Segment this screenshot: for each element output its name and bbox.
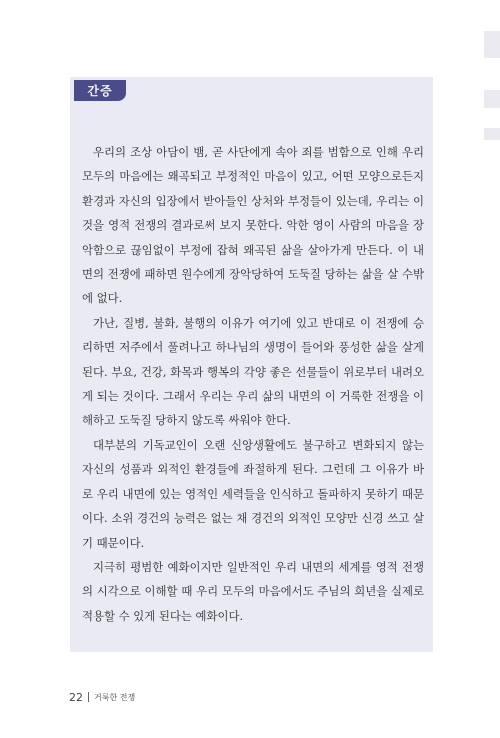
adjacent-page-edge — [484, 31, 500, 58]
body-text — [82, 140, 424, 628]
section-badge: 간증 — [74, 80, 126, 101]
running-title: 거룩한 전쟁 — [94, 692, 136, 702]
paragraph: 우리의 조상 아담이 뱀, 곧 사단에게 속아 죄를 범함으로 인해 우리 모두의 마음에는 왜곡되고 부정적인 마음이 있고, 어떤 모양으로든지 환경과 자신의 입장에서 받아들인 상처와 부정들이 있는데, 우리는 이것을 영적 전쟁의 결과로써 보지 못한다. 악한 영이 사람의 마음을 장악함으로 끊임없이 부정에 잡혀 왜곡된 삶을 살아가게 만든다. 이 내면의 전쟁에 패하면 원수에게 장악당하여 도둑질 당하는 삶을 살 수밖에 없다. — [82, 145, 424, 306]
adjacent-page-edge — [484, 128, 500, 140]
paragraph: 대부분의 기독교인이 오랜 신앙생활에도 불구하고 변화되지 않는 자신의 성품과 외적인 환경들에 좌절하게 된다. 그런데 그 이유가 바로 우리 내면에 있는 영적인 세력들을 인식하고 돌파하지 못하기 때문이다. 소위 경건의 능력은 없는 채 경건의 외적인 모양만 신경 쓰고 살기 때문이다. — [82, 437, 424, 550]
footer-divider — [88, 692, 89, 702]
adjacent-page-edge — [484, 90, 500, 108]
paragraph: 가난, 질병, 불화, 불행의 이유가 여기에 있고 반대로 이 전쟁에 승리하면 저주에서 풀려나고 하나님의 생명이 들어와 풍성한 삶을 살게 된다. 부요, 건강, 화목과 행복의 각양 좋은 선물들이 위로부터 내려오게 되는 것이다. 그래서 우리는 우리 삶의 내면의 이 거룩한 전쟁을 이해하고 도둑질 당하지 않도록 싸워야 한다. — [82, 315, 424, 428]
page-number: 22 — [69, 690, 83, 704]
page-footer — [69, 690, 135, 704]
paragraph: 지극히 평범한 예화이지만 일반적인 우리 내면의 세계를 영적 전쟁의 시각으로 이해할 때 우리 모두의 마음에서도 주님의 희년을 실제로 적용할 수 있게 된다는 예화이다. — [82, 559, 424, 623]
